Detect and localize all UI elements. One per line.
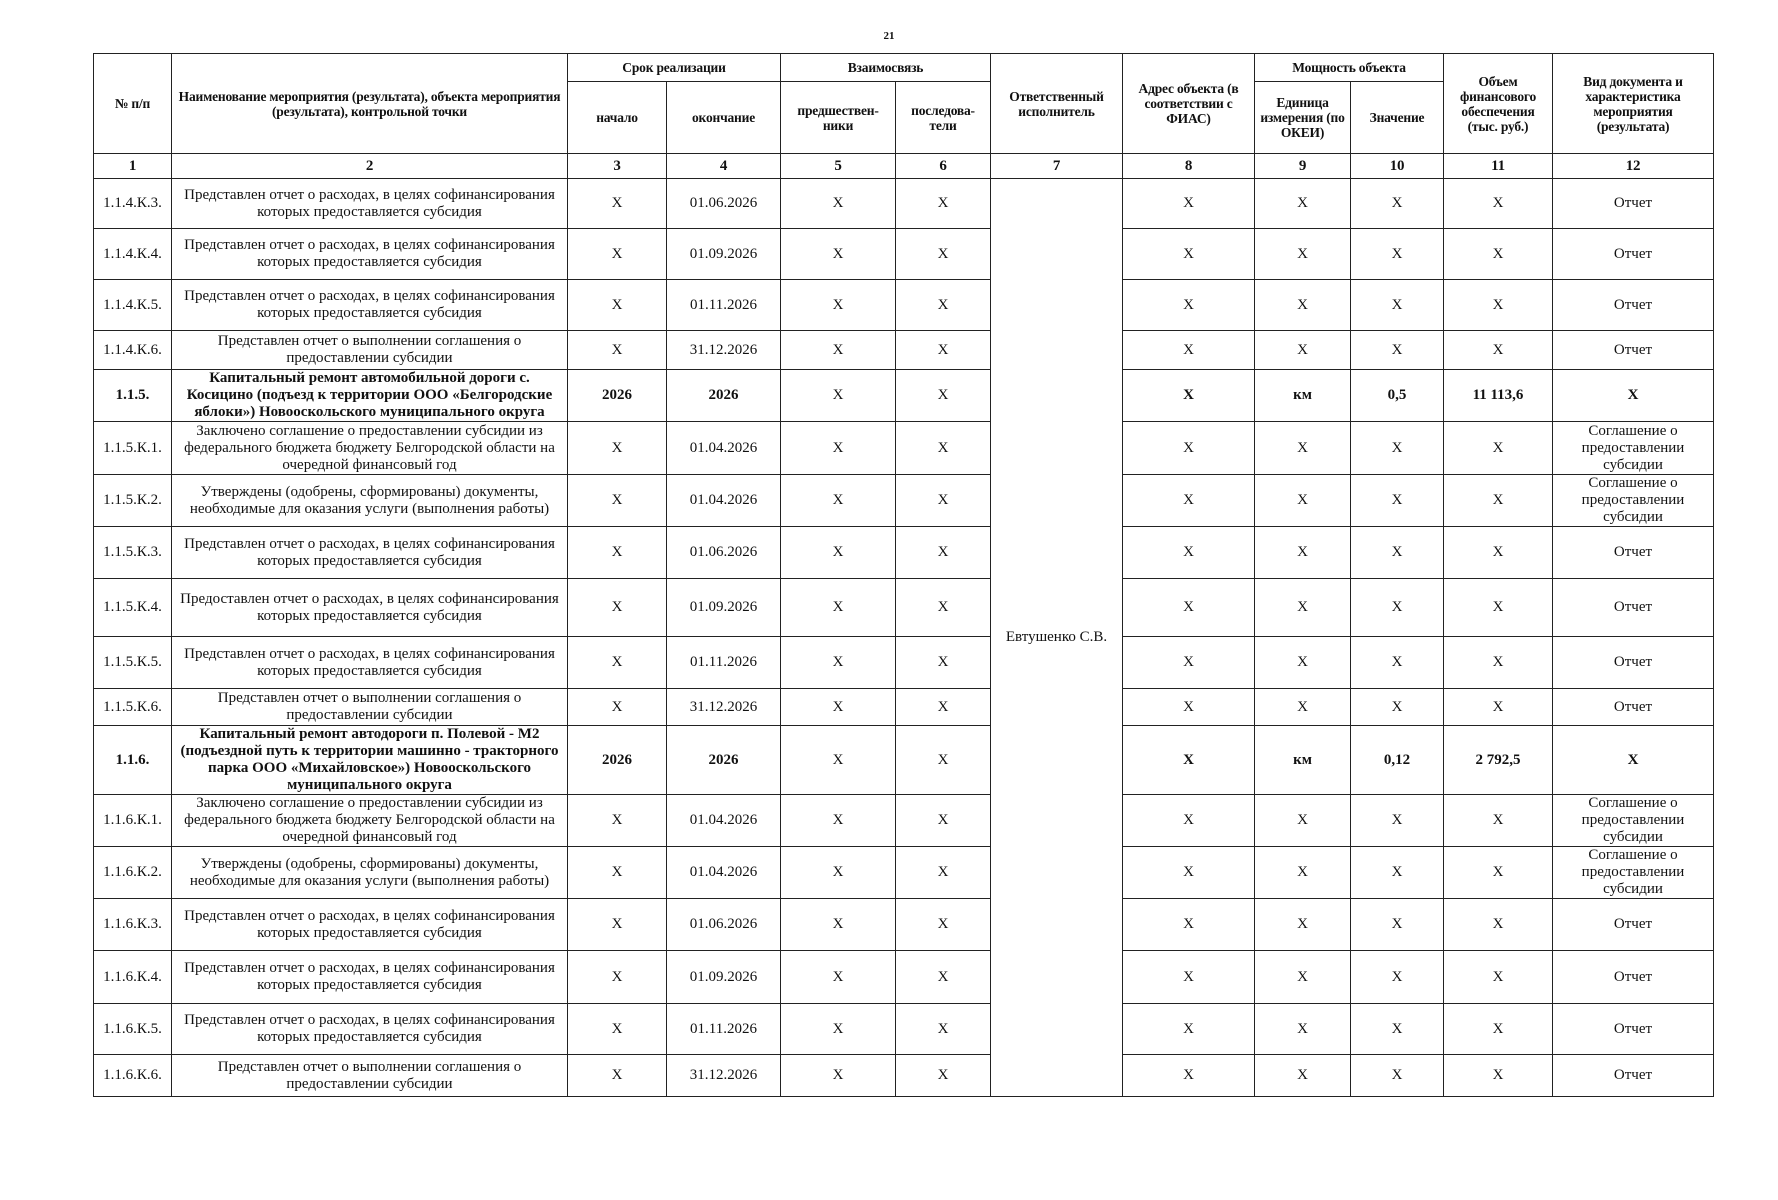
row-start-date: X [568, 527, 667, 579]
page-number: 21 [883, 30, 895, 42]
row-start-date: X [568, 179, 667, 229]
row-predecessors: X [781, 847, 896, 899]
row-end-date: 31.12.2026 [667, 331, 781, 370]
table-row [94, 1055, 1714, 1097]
header-responsible: Ответственный исполнитель [991, 54, 1123, 154]
row-value: X [1351, 951, 1444, 1004]
table-row [94, 475, 1714, 527]
row-predecessors: X [781, 726, 896, 795]
row-document: Отчет [1553, 527, 1714, 579]
row-finance: X [1444, 847, 1553, 899]
table-row [94, 579, 1714, 637]
row-name: Представлен отчет о выполнении соглашения о предоставлении субсидии [172, 689, 568, 726]
row-number: 1.1.4.К.5. [94, 280, 172, 331]
row-document: Соглашение о предоставлении субсидии [1553, 475, 1714, 527]
table-row [94, 847, 1714, 899]
table-row [94, 422, 1714, 475]
row-predecessors: X [781, 637, 896, 689]
row-unit: X [1255, 280, 1351, 331]
row-document: Отчет [1553, 689, 1714, 726]
row-start-date: X [568, 422, 667, 475]
row-document: Отчет [1553, 1004, 1714, 1055]
row-address: X [1123, 229, 1255, 280]
row-finance: X [1444, 475, 1553, 527]
row-address: X [1123, 579, 1255, 637]
row-value: X [1351, 179, 1444, 229]
row-number: 1.1.6.К.6. [94, 1055, 172, 1097]
row-document: Отчет [1553, 179, 1714, 229]
row-end-date: 01.04.2026 [667, 475, 781, 527]
row-address: X [1123, 370, 1255, 422]
row-finance: X [1444, 637, 1553, 689]
row-value: X [1351, 1004, 1444, 1055]
row-number: 1.1.6. [94, 726, 172, 795]
row-end-date: 01.06.2026 [667, 179, 781, 229]
row-unit: X [1255, 579, 1351, 637]
table-row [94, 331, 1714, 370]
row-name: Представлен отчет о расходах, в целях софинансирования которых предоставляется субсидия [172, 951, 568, 1004]
row-start-date: X [568, 331, 667, 370]
row-name: Представлен отчет о расходах, в целях софинансирования которых предоставляется субсидия [172, 229, 568, 280]
table-row [94, 726, 1714, 795]
header-capacity: Мощность объекта [1255, 54, 1444, 82]
row-successors: X [896, 847, 991, 899]
row-end-date: 01.09.2026 [667, 579, 781, 637]
row-unit: X [1255, 475, 1351, 527]
table-row [94, 689, 1714, 726]
row-document: Соглашение о предоставлении субсидии [1553, 795, 1714, 847]
row-address: X [1123, 951, 1255, 1004]
row-name: Заключено соглашение о предоставлении субсидии из федерального бюджета бюджету Белгородской области на очередной финансовый год [172, 795, 568, 847]
index-cell: 6 [896, 154, 991, 179]
row-unit: X [1255, 795, 1351, 847]
row-predecessors: X [781, 689, 896, 726]
row-value: 0,12 [1351, 726, 1444, 795]
row-predecessors: X [781, 229, 896, 280]
row-number: 1.1.5. [94, 370, 172, 422]
row-name: Представлен отчет о расходах, в целях софинансирования которых предоставляется субсидия [172, 899, 568, 951]
index-cell: 2 [172, 154, 568, 179]
row-name: Капитальный ремонт автомобильной дороги с. Косицино (подъезд к территории ООО «Белгородские яблоки») Новооскольского муниципального округа [172, 370, 568, 422]
row-number: 1.1.6.К.4. [94, 951, 172, 1004]
row-predecessors: X [781, 527, 896, 579]
row-successors: X [896, 951, 991, 1004]
row-end-date: 01.11.2026 [667, 280, 781, 331]
row-name: Заключено соглашение о предоставлении субсидии из федерального бюджета бюджету Белгородской области на очередной финансовый год [172, 422, 568, 475]
row-name: Представлен отчет о расходах, в целях софинансирования которых предоставляется субсидия [172, 280, 568, 331]
row-successors: X [896, 579, 991, 637]
row-finance: 11 113,6 [1444, 370, 1553, 422]
row-address: X [1123, 475, 1255, 527]
row-end-date: 01.04.2026 [667, 847, 781, 899]
table-body [94, 179, 1714, 1097]
header-start: начало [568, 82, 667, 154]
row-successors: X [896, 726, 991, 795]
row-start-date: X [568, 689, 667, 726]
row-unit: км [1255, 726, 1351, 795]
index-cell: 8 [1123, 154, 1255, 179]
header-address: Адрес объекта (в соответствии с ФИАС) [1123, 54, 1255, 154]
row-finance: X [1444, 795, 1553, 847]
header-unit: Единица измерения (по ОКЕИ) [1255, 82, 1351, 154]
implementation-plan-table [93, 53, 1714, 1097]
row-unit: км [1255, 370, 1351, 422]
row-unit: X [1255, 331, 1351, 370]
row-end-date: 01.11.2026 [667, 637, 781, 689]
row-number: 1.1.5.К.6. [94, 689, 172, 726]
row-number: 1.1.5.К.5. [94, 637, 172, 689]
row-start-date: X [568, 847, 667, 899]
row-number: 1.1.4.К.6. [94, 331, 172, 370]
row-unit: X [1255, 422, 1351, 475]
index-cell: 4 [667, 154, 781, 179]
index-cell: 3 [568, 154, 667, 179]
row-successors: X [896, 422, 991, 475]
row-start-date: X [568, 280, 667, 331]
row-value: X [1351, 229, 1444, 280]
row-start-date: X [568, 795, 667, 847]
row-predecessors: X [781, 179, 896, 229]
header-end: окончание [667, 82, 781, 154]
row-number: 1.1.6.К.5. [94, 1004, 172, 1055]
table-row [94, 370, 1714, 422]
row-start-date: X [568, 579, 667, 637]
table-row [94, 229, 1714, 280]
row-address: X [1123, 726, 1255, 795]
header-name: Наименование мероприятия (результата), объекта мероприятия (результата), контрольной точки [172, 54, 568, 154]
row-address: X [1123, 179, 1255, 229]
row-value: X [1351, 331, 1444, 370]
row-address: X [1123, 1055, 1255, 1097]
row-number: 1.1.5.К.2. [94, 475, 172, 527]
table-row [94, 951, 1714, 1004]
row-number: 1.1.6.К.3. [94, 899, 172, 951]
row-number: 1.1.5.К.3. [94, 527, 172, 579]
header-period: Срок реализации [568, 54, 781, 82]
row-value: X [1351, 689, 1444, 726]
row-finance: X [1444, 579, 1553, 637]
row-unit: X [1255, 637, 1351, 689]
row-predecessors: X [781, 280, 896, 331]
row-address: X [1123, 331, 1255, 370]
row-name: Представлен отчет о выполнении соглашения о предоставлении субсидии [172, 1055, 568, 1097]
row-value: X [1351, 422, 1444, 475]
header-successors: последова-тели [896, 82, 991, 154]
row-successors: X [896, 179, 991, 229]
row-name: Представлен отчет о расходах, в целях софинансирования которых предоставляется субсидия [172, 637, 568, 689]
row-unit: X [1255, 1004, 1351, 1055]
row-successors: X [896, 475, 991, 527]
table-row [94, 179, 1714, 229]
row-document: Отчет [1553, 1055, 1714, 1097]
row-value: X [1351, 1055, 1444, 1097]
row-number: 1.1.5.К.4. [94, 579, 172, 637]
row-predecessors: X [781, 475, 896, 527]
row-successors: X [896, 280, 991, 331]
row-finance: X [1444, 331, 1553, 370]
row-value: 0,5 [1351, 370, 1444, 422]
row-number: 1.1.6.К.2. [94, 847, 172, 899]
row-start-date: X [568, 475, 667, 527]
row-predecessors: X [781, 331, 896, 370]
row-address: X [1123, 847, 1255, 899]
index-cell: 9 [1255, 154, 1351, 179]
row-document: X [1553, 370, 1714, 422]
row-finance: X [1444, 527, 1553, 579]
row-value: X [1351, 579, 1444, 637]
row-predecessors: X [781, 1055, 896, 1097]
row-name: Представлен отчет о расходах, в целях софинансирования которых предоставляется субсидия [172, 179, 568, 229]
row-unit: X [1255, 951, 1351, 1004]
index-cell: 1 [94, 154, 172, 179]
row-successors: X [896, 899, 991, 951]
row-name: Утверждены (одобрены, сформированы) документы, необходимые для оказания услуги (выполнения работы) [172, 847, 568, 899]
row-finance: X [1444, 280, 1553, 331]
row-end-date: 2026 [667, 370, 781, 422]
table-row [94, 795, 1714, 847]
row-unit: X [1255, 229, 1351, 280]
header-link: Взаимосвязь [781, 54, 991, 82]
responsible-executor: Евтушенко С.В. [991, 179, 1123, 1097]
row-document: Отчет [1553, 899, 1714, 951]
table-row [94, 280, 1714, 331]
row-document: Отчет [1553, 229, 1714, 280]
row-start-date: X [568, 1055, 667, 1097]
index-cell: 5 [781, 154, 896, 179]
row-name: Утверждены (одобрены, сформированы) документы, необходимые для оказания услуги (выполнения работы) [172, 475, 568, 527]
row-address: X [1123, 280, 1255, 331]
row-address: X [1123, 689, 1255, 726]
row-predecessors: X [781, 795, 896, 847]
row-value: X [1351, 899, 1444, 951]
index-cell: 11 [1444, 154, 1553, 179]
row-name: Предоставлен отчет о расходах, в целях софинансирования которых предоставляется субсидия [172, 579, 568, 637]
row-end-date: 01.04.2026 [667, 795, 781, 847]
row-document: X [1553, 726, 1714, 795]
row-predecessors: X [781, 951, 896, 1004]
table-header [94, 54, 1714, 179]
row-finance: X [1444, 229, 1553, 280]
row-end-date: 01.06.2026 [667, 527, 781, 579]
row-finance: X [1444, 1004, 1553, 1055]
row-document: Отчет [1553, 331, 1714, 370]
row-end-date: 31.12.2026 [667, 1055, 781, 1097]
row-finance: X [1444, 899, 1553, 951]
row-end-date: 31.12.2026 [667, 689, 781, 726]
row-value: X [1351, 527, 1444, 579]
row-name: Представлен отчет о расходах, в целях софинансирования которых предоставляется субсидия [172, 1004, 568, 1055]
table-row [94, 637, 1714, 689]
row-number: 1.1.4.К.4. [94, 229, 172, 280]
row-name: Представлен отчет о расходах, в целях софинансирования которых предоставляется субсидия [172, 527, 568, 579]
row-address: X [1123, 1004, 1255, 1055]
row-start-date: 2026 [568, 726, 667, 795]
row-document: Соглашение о предоставлении субсидии [1553, 847, 1714, 899]
index-cell: 12 [1553, 154, 1714, 179]
row-finance: X [1444, 422, 1553, 475]
row-finance: 2 792,5 [1444, 726, 1553, 795]
row-start-date: X [568, 229, 667, 280]
row-unit: X [1255, 899, 1351, 951]
row-finance: X [1444, 951, 1553, 1004]
index-cell: 7 [991, 154, 1123, 179]
row-value: X [1351, 795, 1444, 847]
row-address: X [1123, 422, 1255, 475]
row-end-date: 01.04.2026 [667, 422, 781, 475]
row-address: X [1123, 899, 1255, 951]
row-name: Капитальный ремонт автодороги п. Полевой - М2 (подъездной путь к территории машинно - тракторного парка ООО «Михайловское») Новооскольского муниципального округа [172, 726, 568, 795]
header-finance: Объем финансового обеспечения (тыс. руб.) [1444, 54, 1553, 154]
row-predecessors: X [781, 579, 896, 637]
row-start-date: X [568, 637, 667, 689]
row-successors: X [896, 689, 991, 726]
header-index-row [94, 154, 1714, 179]
row-successors: X [896, 527, 991, 579]
row-start-date: 2026 [568, 370, 667, 422]
row-document: Соглашение о предоставлении субсидии [1553, 422, 1714, 475]
row-unit: X [1255, 847, 1351, 899]
header-predecessors: предшествен-ники [781, 82, 896, 154]
row-start-date: X [568, 951, 667, 1004]
row-successors: X [896, 1055, 991, 1097]
row-predecessors: X [781, 370, 896, 422]
table-row [94, 527, 1714, 579]
row-number: 1.1.4.К.3. [94, 179, 172, 229]
row-document: Отчет [1553, 280, 1714, 331]
row-finance: X [1444, 1055, 1553, 1097]
row-successors: X [896, 229, 991, 280]
row-address: X [1123, 637, 1255, 689]
row-finance: X [1444, 689, 1553, 726]
row-value: X [1351, 475, 1444, 527]
row-predecessors: X [781, 1004, 896, 1055]
row-start-date: X [568, 1004, 667, 1055]
header-value: Значение [1351, 82, 1444, 154]
table-row [94, 899, 1714, 951]
row-predecessors: X [781, 899, 896, 951]
row-address: X [1123, 527, 1255, 579]
row-end-date: 2026 [667, 726, 781, 795]
header-document: Вид документа и характеристика мероприятия (результата) [1553, 54, 1714, 154]
row-unit: X [1255, 1055, 1351, 1097]
row-successors: X [896, 795, 991, 847]
row-end-date: 01.09.2026 [667, 229, 781, 280]
row-name: Представлен отчет о выполнении соглашения о предоставлении субсидии [172, 331, 568, 370]
row-document: Отчет [1553, 579, 1714, 637]
row-successors: X [896, 1004, 991, 1055]
row-successors: X [896, 637, 991, 689]
header-num: № п/п [94, 54, 172, 154]
row-value: X [1351, 847, 1444, 899]
row-start-date: X [568, 899, 667, 951]
row-number: 1.1.5.К.1. [94, 422, 172, 475]
row-number: 1.1.6.К.1. [94, 795, 172, 847]
index-cell: 10 [1351, 154, 1444, 179]
row-end-date: 01.11.2026 [667, 1004, 781, 1055]
row-successors: X [896, 370, 991, 422]
row-end-date: 01.06.2026 [667, 899, 781, 951]
table-row [94, 1004, 1714, 1055]
row-successors: X [896, 331, 991, 370]
row-unit: X [1255, 179, 1351, 229]
row-end-date: 01.09.2026 [667, 951, 781, 1004]
row-unit: X [1255, 689, 1351, 726]
row-unit: X [1255, 527, 1351, 579]
row-document: Отчет [1553, 637, 1714, 689]
row-value: X [1351, 637, 1444, 689]
row-finance: X [1444, 179, 1553, 229]
row-document: Отчет [1553, 951, 1714, 1004]
row-address: X [1123, 795, 1255, 847]
row-value: X [1351, 280, 1444, 331]
row-predecessors: X [781, 422, 896, 475]
